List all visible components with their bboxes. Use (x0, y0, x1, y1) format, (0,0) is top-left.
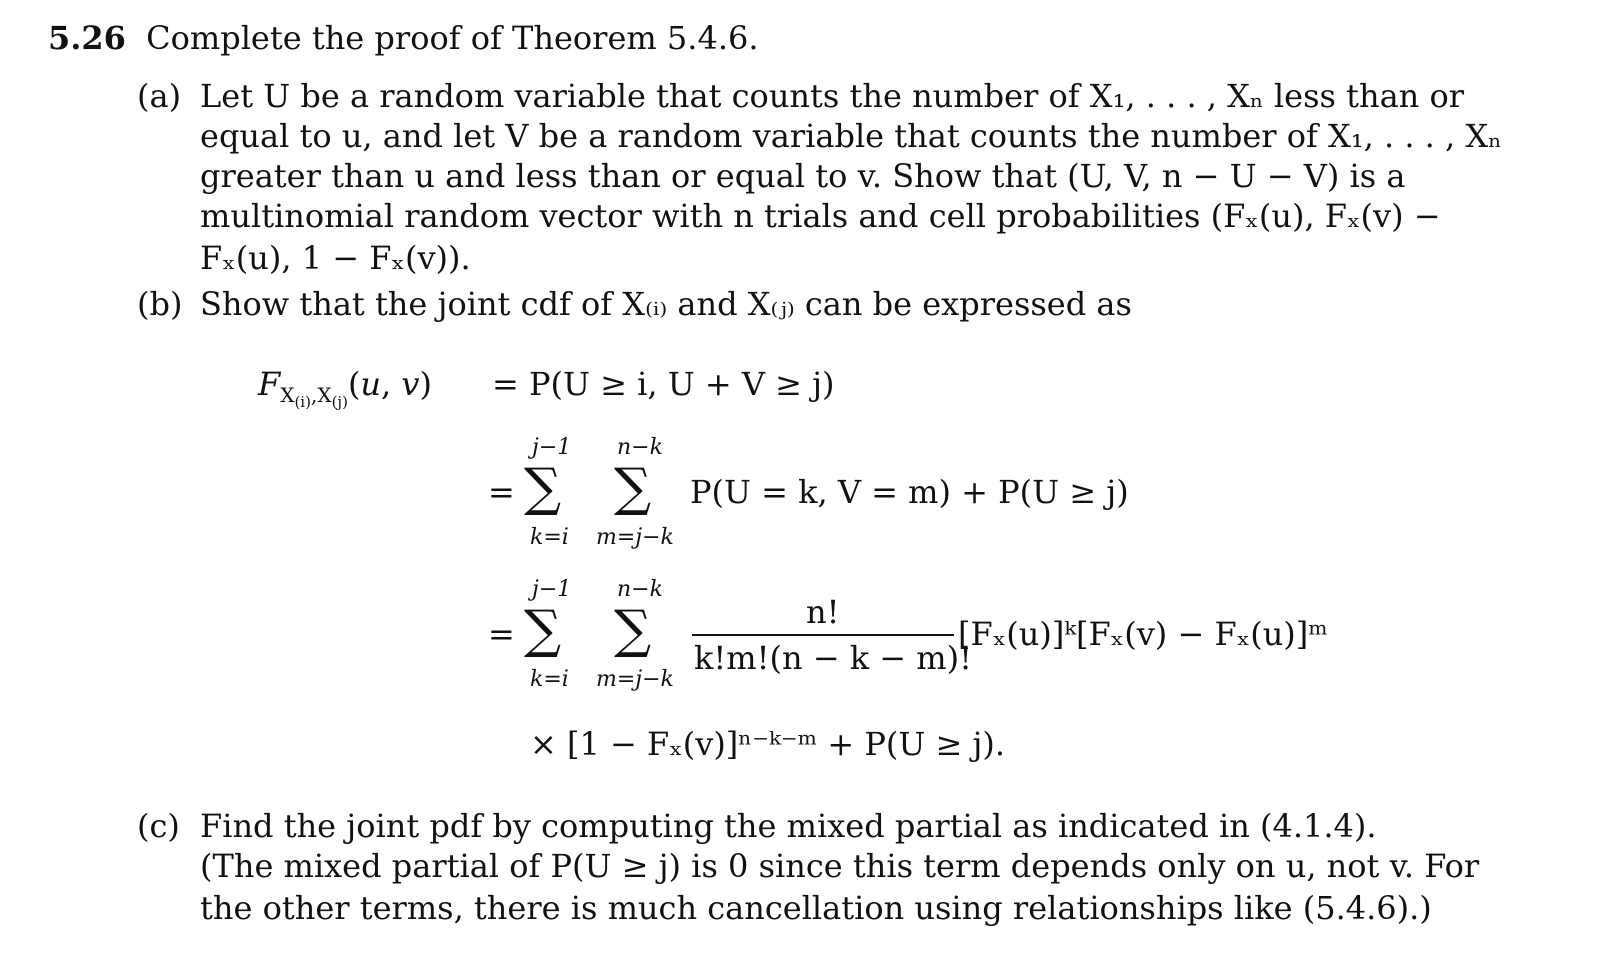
part-b-label: (b) (137, 285, 183, 323)
sum-k-lower-2: k=i (530, 667, 569, 692)
eq1-rhs: = P(U ≥ i, U + V ≥ j) (492, 365, 835, 403)
sum-m-sigma: ∑ (614, 458, 652, 518)
sum-m-sigma-2: ∑ (614, 600, 652, 660)
eq3-tail: [Fₓ(u)]ᵏ[Fₓ(v) − Fₓ(u)]ᵐ (958, 615, 1328, 653)
part-b-intro: Show that the joint cdf of X₍ᵢ₎ and X₍ⱼ₎ can be expressed as (200, 285, 1132, 323)
fraction-numerator: n! (806, 593, 840, 631)
part-c-line-1: Find the joint pdf by computing the mixed partial as indicated in (4.1.4). (200, 807, 1377, 845)
problem-number: 5.26 (48, 19, 126, 57)
problem-title: Complete the proof of Theorem 5.4.6. (146, 19, 759, 57)
part-a-line-5: Fₓ(u), 1 − Fₓ(v)). (200, 239, 471, 277)
sum-k-upper-2: j−1 (532, 577, 572, 602)
part-a-line-4: multinomial random vector with n trials and cell probabilities (Fₓ(u), Fₓ(v) − (200, 197, 1441, 235)
eq3-equals: = (488, 615, 515, 653)
sum-k-sigma-2: ∑ (524, 600, 562, 660)
sum-m-lower-2: m=j−k (596, 667, 674, 692)
eq2-equals: = (488, 473, 515, 511)
sum-m-upper-2: n−k (617, 577, 663, 602)
sum-k-upper: j−1 (532, 435, 572, 460)
part-a-line-3: greater than u and less than or equal to v. Show that (U, V, n − U − V) is a (200, 157, 1406, 195)
fraction-bar (692, 634, 954, 636)
eq1-lhs: $F_{X_{(i)},X_{(j)}}(u$, v) (258, 365, 432, 411)
part-c-label: (c) (137, 807, 180, 845)
problem-header (48, 18, 759, 58)
sum-m-lower: m=j−k (596, 525, 674, 550)
sum-k-lower: k=i (530, 525, 569, 550)
part-a-label: (a) (137, 77, 182, 115)
sum-k-sigma: ∑ (524, 458, 562, 518)
sum-m-upper: n−k (617, 435, 663, 460)
eq2-rhs: P(U = k, V = m) + P(U ≥ j) (690, 473, 1129, 511)
part-c-line-2: (The mixed partial of P(U ≥ j) is 0 since this term depends only on u, not v. For (200, 847, 1480, 885)
part-a-line-2: equal to u, and let V be a random variable that counts the number of X₁, . . . , Xₙ (200, 117, 1502, 155)
part-c-line-3: the other terms, there is much cancellation using relationships like (5.4.6).) (200, 889, 1432, 927)
fraction-denominator: k!m!(n − k − m)! (694, 639, 972, 677)
eq4: × [1 − Fₓ(v)]ⁿ⁻ᵏ⁻ᵐ + P(U ≥ j). (530, 725, 1006, 763)
part-a-line-1: Let U be a random variable that counts the number of X₁, . . . , Xₙ less than or (200, 77, 1464, 115)
